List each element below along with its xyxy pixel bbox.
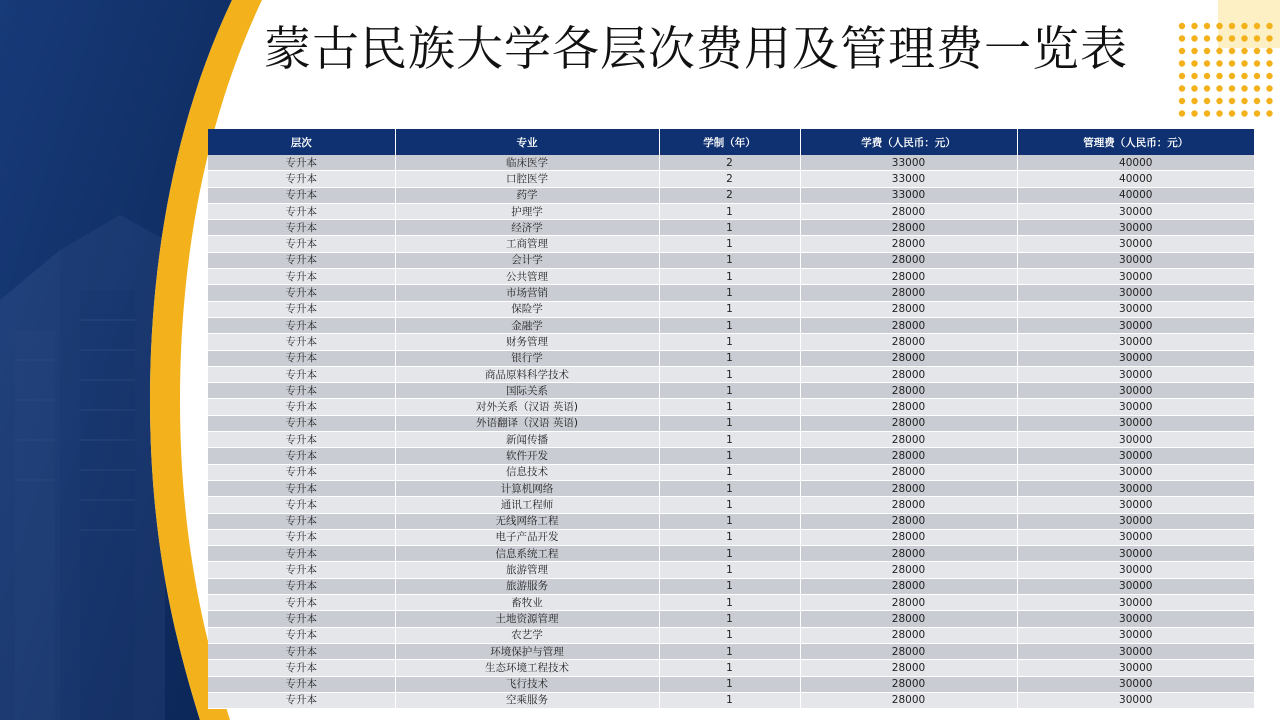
decor-dot <box>1179 23 1185 29</box>
cell-tuition: 33000 <box>800 187 1017 203</box>
decor-dot <box>1204 85 1210 91</box>
table-row <box>208 301 1254 317</box>
cell-major: 临床医学 <box>395 155 659 171</box>
cell-level: 专升本 <box>208 497 395 513</box>
decor-dot <box>1216 98 1222 104</box>
header-major: 专业 <box>395 129 659 155</box>
cell-tuition: 28000 <box>800 236 1017 252</box>
decor-dot <box>1216 35 1222 41</box>
cell-major: 商品原料科学技术 <box>395 366 659 382</box>
cell-duration: 1 <box>659 692 800 708</box>
cell-level: 专升本 <box>208 415 395 431</box>
cell-level: 专升本 <box>208 203 395 219</box>
decor-dot <box>1241 35 1247 41</box>
cell-management-fee: 30000 <box>1017 611 1254 627</box>
cell-management-fee: 40000 <box>1017 187 1254 203</box>
cell-major: 对外关系（汉语 英语) <box>395 399 659 415</box>
cell-level: 专升本 <box>208 513 395 529</box>
decor-dot <box>1179 35 1185 41</box>
decor-dot <box>1266 73 1272 79</box>
cell-major: 药学 <box>395 187 659 203</box>
decor-dot <box>1266 35 1272 41</box>
table-row <box>208 660 1254 676</box>
cell-major: 旅游管理 <box>395 562 659 578</box>
cell-tuition: 28000 <box>800 285 1017 301</box>
cell-management-fee: 30000 <box>1017 562 1254 578</box>
cell-major: 信息系统工程 <box>395 546 659 562</box>
cell-management-fee: 30000 <box>1017 529 1254 545</box>
table-row <box>208 399 1254 415</box>
cell-tuition: 28000 <box>800 562 1017 578</box>
cell-level: 专升本 <box>208 301 395 317</box>
cell-tuition: 28000 <box>800 643 1017 659</box>
decor-dot <box>1229 60 1235 66</box>
cell-level: 专升本 <box>208 529 395 545</box>
table-row <box>208 595 1254 611</box>
cell-level: 专升本 <box>208 285 395 301</box>
cell-tuition: 28000 <box>800 676 1017 692</box>
cell-level: 专升本 <box>208 432 395 448</box>
header-level: 层次 <box>208 129 395 155</box>
decor-dot <box>1254 73 1260 79</box>
decor-dot <box>1191 35 1197 41</box>
cell-level: 专升本 <box>208 676 395 692</box>
dot-grid-decoration <box>1178 22 1278 122</box>
table-row <box>208 529 1254 545</box>
table-row <box>208 269 1254 285</box>
cell-duration: 1 <box>659 236 800 252</box>
header-management-fee: 管理费（人民币：元） <box>1017 129 1254 155</box>
cell-duration: 1 <box>659 627 800 643</box>
cell-major: 信息技术 <box>395 464 659 480</box>
cell-level: 专升本 <box>208 480 395 496</box>
cell-level: 专升本 <box>208 627 395 643</box>
cell-major: 财务管理 <box>395 334 659 350</box>
cell-tuition: 28000 <box>800 269 1017 285</box>
cell-tuition: 28000 <box>800 383 1017 399</box>
cell-duration: 1 <box>659 464 800 480</box>
cell-tuition: 28000 <box>800 513 1017 529</box>
cell-major: 公共管理 <box>395 269 659 285</box>
cell-management-fee: 30000 <box>1017 236 1254 252</box>
decor-dot <box>1216 60 1222 66</box>
decor-dot <box>1229 98 1235 104</box>
cell-level: 专升本 <box>208 399 395 415</box>
cell-duration: 1 <box>659 562 800 578</box>
cell-management-fee: 30000 <box>1017 448 1254 464</box>
cell-duration: 2 <box>659 155 800 171</box>
cell-tuition: 33000 <box>800 155 1017 171</box>
cell-management-fee: 30000 <box>1017 203 1254 219</box>
decor-dot <box>1204 98 1210 104</box>
cell-management-fee: 30000 <box>1017 269 1254 285</box>
decor-dot <box>1204 110 1210 116</box>
table-row <box>208 252 1254 268</box>
cell-major: 新闻传播 <box>395 432 659 448</box>
cell-duration: 1 <box>659 285 800 301</box>
cell-duration: 1 <box>659 301 800 317</box>
table-header-row <box>208 129 1254 155</box>
cell-tuition: 28000 <box>800 529 1017 545</box>
cell-major: 通讯工程师 <box>395 497 659 513</box>
cell-management-fee: 30000 <box>1017 334 1254 350</box>
cell-management-fee: 30000 <box>1017 643 1254 659</box>
table-row <box>208 334 1254 350</box>
cell-level: 专升本 <box>208 171 395 187</box>
decor-dot <box>1204 23 1210 29</box>
cell-duration: 1 <box>659 269 800 285</box>
cell-level: 专升本 <box>208 187 395 203</box>
decor-dot <box>1266 85 1272 91</box>
cell-duration: 1 <box>659 350 800 366</box>
cell-major: 无线网络工程 <box>395 513 659 529</box>
cell-tuition: 28000 <box>800 448 1017 464</box>
cell-management-fee: 30000 <box>1017 546 1254 562</box>
cell-major: 金融学 <box>395 317 659 333</box>
decor-dot <box>1216 85 1222 91</box>
cell-duration: 1 <box>659 578 800 594</box>
cell-management-fee: 30000 <box>1017 513 1254 529</box>
cell-duration: 1 <box>659 611 800 627</box>
cell-management-fee: 30000 <box>1017 432 1254 448</box>
cell-tuition: 28000 <box>800 497 1017 513</box>
cell-management-fee: 30000 <box>1017 383 1254 399</box>
cell-tuition: 28000 <box>800 464 1017 480</box>
decor-dot <box>1191 23 1197 29</box>
table-row <box>208 350 1254 366</box>
decor-dot <box>1179 85 1185 91</box>
cell-level: 专升本 <box>208 562 395 578</box>
decor-dot <box>1254 48 1260 54</box>
decor-dot <box>1229 48 1235 54</box>
decor-dot <box>1229 23 1235 29</box>
decor-dot <box>1191 85 1197 91</box>
decor-dot <box>1241 23 1247 29</box>
decor-dot <box>1266 23 1272 29</box>
cell-duration: 2 <box>659 171 800 187</box>
cell-major: 飞行技术 <box>395 676 659 692</box>
cell-level: 专升本 <box>208 611 395 627</box>
decor-dot <box>1179 60 1185 66</box>
cell-major: 口腔医学 <box>395 171 659 187</box>
cell-management-fee: 30000 <box>1017 578 1254 594</box>
cell-management-fee: 30000 <box>1017 692 1254 708</box>
cell-tuition: 28000 <box>800 546 1017 562</box>
cell-level: 专升本 <box>208 578 395 594</box>
table-row <box>208 415 1254 431</box>
decor-dot <box>1191 73 1197 79</box>
decor-dot <box>1254 60 1260 66</box>
decor-dot <box>1241 85 1247 91</box>
cell-tuition: 28000 <box>800 611 1017 627</box>
header-duration: 学制（年） <box>659 129 800 155</box>
cell-major: 空乘服务 <box>395 692 659 708</box>
cell-major: 旅游服务 <box>395 578 659 594</box>
table-row <box>208 497 1254 513</box>
cell-major: 软件开发 <box>395 448 659 464</box>
cell-management-fee: 30000 <box>1017 676 1254 692</box>
table-row <box>208 578 1254 594</box>
cell-management-fee: 30000 <box>1017 415 1254 431</box>
cell-management-fee: 30000 <box>1017 366 1254 382</box>
cell-major: 国际关系 <box>395 383 659 399</box>
cell-management-fee: 40000 <box>1017 155 1254 171</box>
cell-major: 外语翻译（汉语 英语) <box>395 415 659 431</box>
decor-dot <box>1191 98 1197 104</box>
cell-management-fee: 30000 <box>1017 350 1254 366</box>
decor-dot <box>1191 48 1197 54</box>
decor-dot <box>1204 60 1210 66</box>
table-body <box>208 155 1254 709</box>
cell-duration: 1 <box>659 643 800 659</box>
decor-dot <box>1216 73 1222 79</box>
cell-duration: 1 <box>659 546 800 562</box>
table-row <box>208 643 1254 659</box>
cell-tuition: 28000 <box>800 399 1017 415</box>
cell-tuition: 28000 <box>800 334 1017 350</box>
decor-dot <box>1266 48 1272 54</box>
table-row <box>208 236 1254 252</box>
cell-management-fee: 30000 <box>1017 220 1254 236</box>
cell-tuition: 28000 <box>800 627 1017 643</box>
cell-duration: 1 <box>659 203 800 219</box>
table-row <box>208 627 1254 643</box>
cell-duration: 1 <box>659 220 800 236</box>
cell-level: 专升本 <box>208 546 395 562</box>
cell-level: 专升本 <box>208 252 395 268</box>
table-row <box>208 383 1254 399</box>
cell-tuition: 33000 <box>800 171 1017 187</box>
table-row <box>208 513 1254 529</box>
cell-tuition: 28000 <box>800 432 1017 448</box>
building-silhouettes <box>0 215 165 720</box>
table-row <box>208 692 1254 708</box>
cell-level: 专升本 <box>208 350 395 366</box>
cell-major: 银行学 <box>395 350 659 366</box>
cell-tuition: 28000 <box>800 595 1017 611</box>
cell-major: 工商管理 <box>395 236 659 252</box>
table-row <box>208 171 1254 187</box>
cell-tuition: 28000 <box>800 301 1017 317</box>
cell-level: 专升本 <box>208 595 395 611</box>
cell-level: 专升本 <box>208 269 395 285</box>
cell-tuition: 28000 <box>800 252 1017 268</box>
cell-duration: 1 <box>659 334 800 350</box>
table-row <box>208 611 1254 627</box>
decor-dot <box>1254 110 1260 116</box>
cell-management-fee: 30000 <box>1017 252 1254 268</box>
cell-duration: 1 <box>659 497 800 513</box>
cell-major: 经济学 <box>395 220 659 236</box>
cell-level: 专升本 <box>208 334 395 350</box>
cell-tuition: 28000 <box>800 220 1017 236</box>
decor-dot <box>1241 98 1247 104</box>
table-row <box>208 317 1254 333</box>
decor-dot <box>1254 35 1260 41</box>
cell-major: 土地资源管理 <box>395 611 659 627</box>
page-title: 蒙古民族大学各层次费用及管理费一览表 <box>264 22 1128 77</box>
decor-dot <box>1254 85 1260 91</box>
table-row <box>208 285 1254 301</box>
cell-management-fee: 30000 <box>1017 595 1254 611</box>
cell-duration: 1 <box>659 480 800 496</box>
cell-level: 专升本 <box>208 448 395 464</box>
cell-management-fee: 30000 <box>1017 627 1254 643</box>
cell-major: 保险学 <box>395 301 659 317</box>
cell-duration: 1 <box>659 366 800 382</box>
decor-dot <box>1241 110 1247 116</box>
cell-tuition: 28000 <box>800 366 1017 382</box>
cell-major: 计算机网络 <box>395 480 659 496</box>
decor-dot <box>1266 98 1272 104</box>
decor-dot <box>1179 48 1185 54</box>
table-row <box>208 676 1254 692</box>
cell-duration: 1 <box>659 432 800 448</box>
cell-management-fee: 30000 <box>1017 497 1254 513</box>
decor-dot <box>1179 98 1185 104</box>
cell-tuition: 28000 <box>800 350 1017 366</box>
decor-dot <box>1191 110 1197 116</box>
decor-dot <box>1179 73 1185 79</box>
header-tuition: 学费（人民币：元） <box>800 129 1017 155</box>
decor-dot <box>1229 110 1235 116</box>
decor-dot <box>1241 60 1247 66</box>
cell-tuition: 28000 <box>800 692 1017 708</box>
cell-duration: 1 <box>659 513 800 529</box>
table-row <box>208 203 1254 219</box>
cell-level: 专升本 <box>208 366 395 382</box>
cell-management-fee: 30000 <box>1017 301 1254 317</box>
decor-dot <box>1229 73 1235 79</box>
cell-tuition: 28000 <box>800 660 1017 676</box>
table-row <box>208 187 1254 203</box>
decor-dot <box>1229 85 1235 91</box>
cell-level: 专升本 <box>208 383 395 399</box>
cell-major: 市场营销 <box>395 285 659 301</box>
cell-tuition: 28000 <box>800 480 1017 496</box>
cell-management-fee: 30000 <box>1017 317 1254 333</box>
decor-dot <box>1216 23 1222 29</box>
cell-duration: 1 <box>659 383 800 399</box>
cell-duration: 1 <box>659 399 800 415</box>
cell-duration: 1 <box>659 676 800 692</box>
decor-dot <box>1229 35 1235 41</box>
table-row <box>208 432 1254 448</box>
cell-duration: 1 <box>659 415 800 431</box>
table-row <box>208 366 1254 382</box>
cell-management-fee: 30000 <box>1017 285 1254 301</box>
decor-dot <box>1254 23 1260 29</box>
cell-level: 专升本 <box>208 236 395 252</box>
table-row <box>208 220 1254 236</box>
decor-dot <box>1204 48 1210 54</box>
table-row <box>208 155 1254 171</box>
table-row <box>208 562 1254 578</box>
cell-duration: 2 <box>659 187 800 203</box>
cell-major: 畜牧业 <box>395 595 659 611</box>
decor-dot <box>1204 35 1210 41</box>
decor-dot <box>1179 110 1185 116</box>
cell-management-fee: 30000 <box>1017 480 1254 496</box>
cell-level: 专升本 <box>208 220 395 236</box>
cell-major: 会计学 <box>395 252 659 268</box>
cell-level: 专升本 <box>208 692 395 708</box>
cell-duration: 1 <box>659 317 800 333</box>
table-row <box>208 464 1254 480</box>
cell-tuition: 28000 <box>800 578 1017 594</box>
cell-tuition: 28000 <box>800 415 1017 431</box>
cell-duration: 1 <box>659 595 800 611</box>
cell-duration: 1 <box>659 660 800 676</box>
cell-level: 专升本 <box>208 155 395 171</box>
decor-dot <box>1191 60 1197 66</box>
cell-level: 专升本 <box>208 643 395 659</box>
cell-duration: 1 <box>659 529 800 545</box>
decor-dot <box>1266 60 1272 66</box>
fee-table <box>208 129 1254 709</box>
cell-level: 专升本 <box>208 660 395 676</box>
decor-dot <box>1241 73 1247 79</box>
decor-dot <box>1266 110 1272 116</box>
cell-management-fee: 30000 <box>1017 399 1254 415</box>
cell-major: 电子产品开发 <box>395 529 659 545</box>
cell-level: 专升本 <box>208 317 395 333</box>
table-row <box>208 448 1254 464</box>
cell-major: 农艺学 <box>395 627 659 643</box>
decor-dot <box>1216 110 1222 116</box>
table-row <box>208 546 1254 562</box>
cell-tuition: 28000 <box>800 317 1017 333</box>
cell-management-fee: 40000 <box>1017 171 1254 187</box>
cell-major: 护理学 <box>395 203 659 219</box>
cell-major: 环境保护与管理 <box>395 643 659 659</box>
decor-dot <box>1254 98 1260 104</box>
decor-dot <box>1204 73 1210 79</box>
table-row <box>208 480 1254 496</box>
decor-dot <box>1241 48 1247 54</box>
cell-level: 专升本 <box>208 464 395 480</box>
cell-management-fee: 30000 <box>1017 660 1254 676</box>
cell-tuition: 28000 <box>800 203 1017 219</box>
decor-dot <box>1216 48 1222 54</box>
cell-duration: 1 <box>659 252 800 268</box>
cell-management-fee: 30000 <box>1017 464 1254 480</box>
cell-major: 生态环境工程技术 <box>395 660 659 676</box>
cell-duration: 1 <box>659 448 800 464</box>
